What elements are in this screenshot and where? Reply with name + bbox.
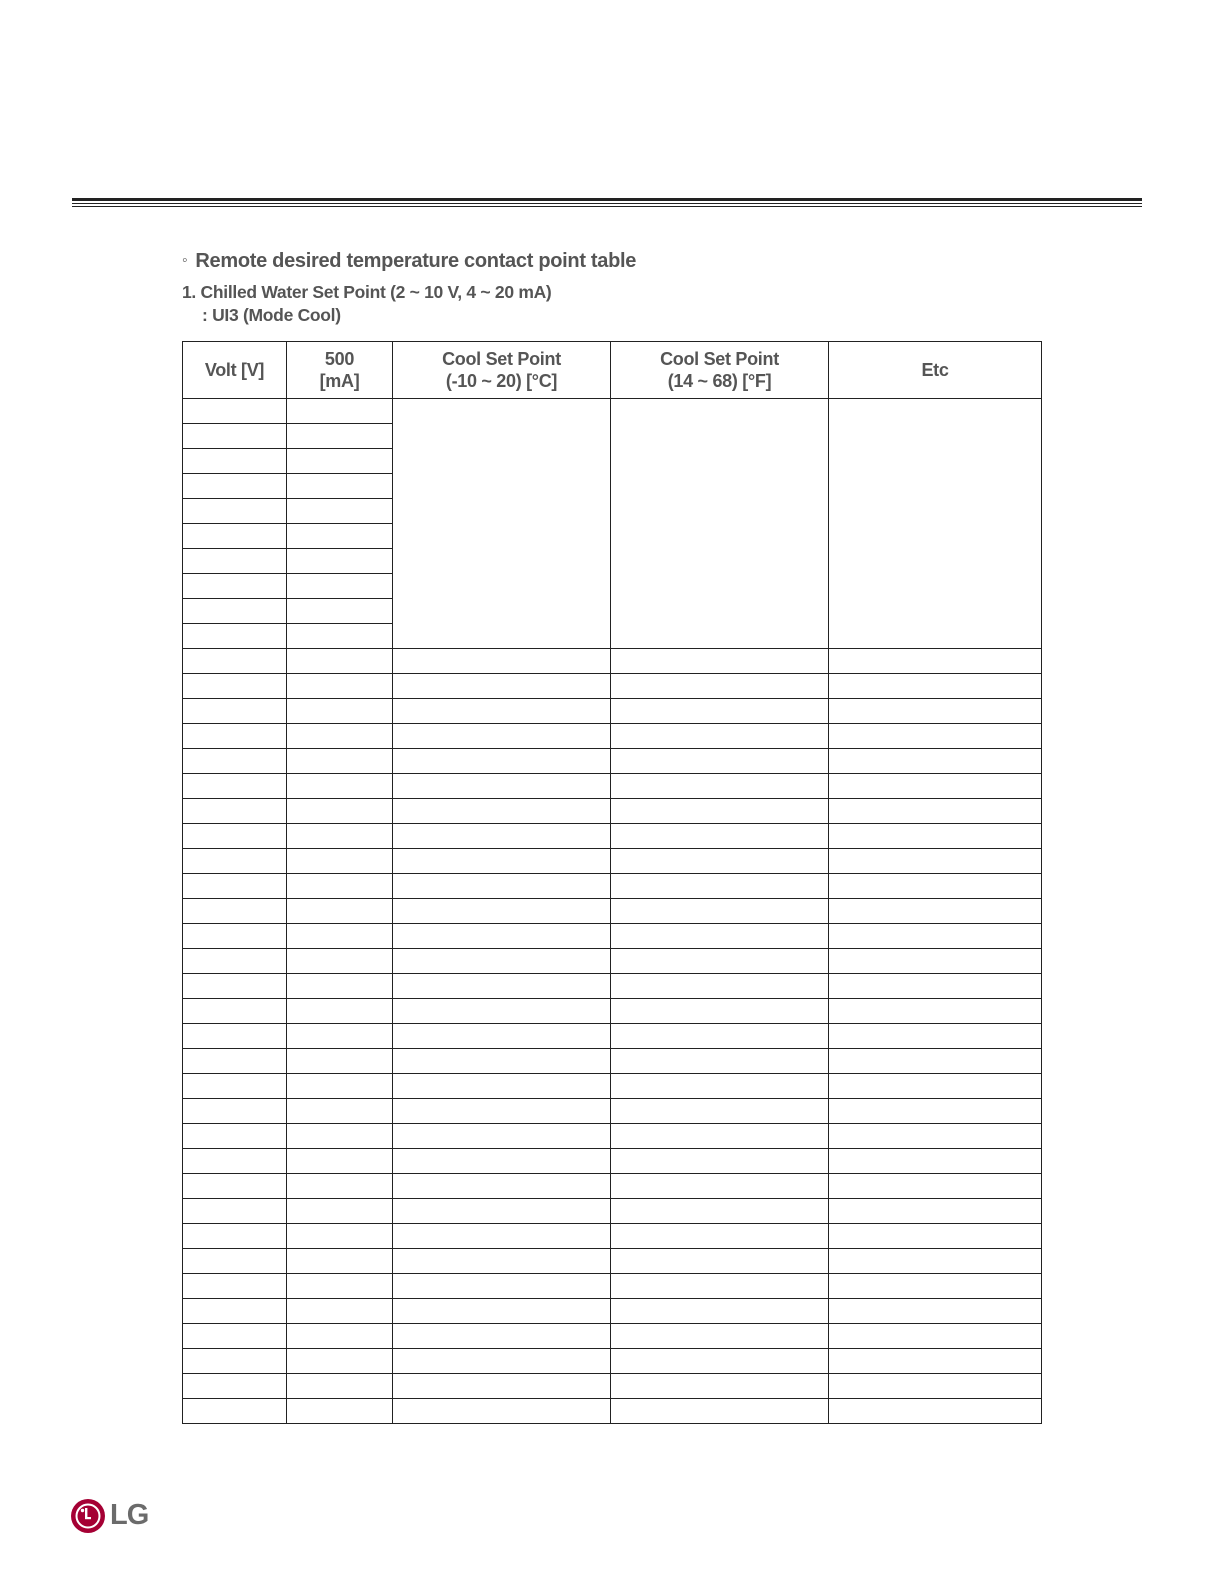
current-cell: [287, 599, 393, 624]
cool-fahrenheit-cell: [611, 899, 829, 924]
current-cell: [287, 1274, 393, 1299]
volt-cell: [183, 824, 287, 849]
cool-celsius-merged-cell: [393, 399, 611, 649]
volt-cell: [183, 999, 287, 1024]
etc-cell: [829, 699, 1042, 724]
cool-celsius-cell: [393, 849, 611, 874]
table-header-row: [183, 342, 1042, 399]
table-row: [183, 924, 1042, 949]
current-cell: [287, 924, 393, 949]
table-row: [183, 1274, 1042, 1299]
cool-fahrenheit-merged-cell: [611, 399, 829, 649]
etc-cell: [829, 1399, 1042, 1424]
current-cell: [287, 624, 393, 649]
current-cell: [287, 749, 393, 774]
volt-cell: [183, 1349, 287, 1374]
cool-fahrenheit-cell: [611, 1299, 829, 1324]
cool-fahrenheit-cell: [611, 1024, 829, 1049]
current-cell: [287, 774, 393, 799]
cool-celsius-cell: [393, 1299, 611, 1324]
header-rule-thick: [72, 198, 1142, 201]
volt-cell: [183, 1099, 287, 1124]
cool-celsius-cell: [393, 699, 611, 724]
cool-celsius-cell: [393, 774, 611, 799]
cool-fahrenheit-cell: [611, 1149, 829, 1174]
table-row: [183, 874, 1042, 899]
current-cell: [287, 1099, 393, 1124]
table-row: [183, 1249, 1042, 1274]
lg-logo-text: LG: [110, 1499, 149, 1531]
current-cell: [287, 424, 393, 449]
volt-cell: [183, 1024, 287, 1049]
volt-cell: [183, 1324, 287, 1349]
cool-celsius-cell: [393, 1174, 611, 1199]
subsection-heading: 1. Chilled Water Set Point (2 ~ 10 V, 4 ~ 20 mA): [182, 282, 552, 302]
volt-cell: [183, 1299, 287, 1324]
current-cell: [287, 899, 393, 924]
volt-cell: [183, 449, 287, 474]
header-cool-celsius: [393, 342, 611, 399]
cool-fahrenheit-cell: [611, 1049, 829, 1074]
volt-cell: [183, 399, 287, 424]
current-cell: [287, 1199, 393, 1224]
header-current-line2: [mA]: [319, 371, 360, 391]
cool-fahrenheit-cell: [611, 849, 829, 874]
cool-celsius-cell: [393, 749, 611, 774]
table-row: [183, 949, 1042, 974]
header-current-line1: 500: [324, 349, 355, 369]
table-row: [183, 1374, 1042, 1399]
current-cell: [287, 1224, 393, 1249]
current-cell: [287, 649, 393, 674]
cool-fahrenheit-cell: [611, 1099, 829, 1124]
lg-logo: [70, 1498, 160, 1536]
cool-fahrenheit-cell: [611, 649, 829, 674]
header-cool-celsius-line1: Cool Set Point: [442, 349, 561, 369]
cool-celsius-cell: [393, 1099, 611, 1124]
cool-fahrenheit-cell: [611, 799, 829, 824]
etc-cell: [829, 1074, 1042, 1099]
cool-fahrenheit-cell: [611, 824, 829, 849]
header-cool-fahrenheit: [611, 342, 829, 399]
cool-celsius-cell: [393, 724, 611, 749]
current-cell: [287, 1399, 393, 1424]
etc-cell: [829, 649, 1042, 674]
etc-cell: [829, 1124, 1042, 1149]
etc-cell: [829, 849, 1042, 874]
cool-fahrenheit-cell: [611, 1074, 829, 1099]
current-cell: [287, 1149, 393, 1174]
volt-cell: [183, 499, 287, 524]
cool-fahrenheit-cell: [611, 949, 829, 974]
table-row: [183, 1224, 1042, 1249]
table-row: [183, 1199, 1042, 1224]
header-cool-celsius-line2: (-10 ~ 20) [°C]: [445, 371, 558, 391]
current-cell: [287, 724, 393, 749]
cool-fahrenheit-cell: [611, 1124, 829, 1149]
cool-fahrenheit-cell: [611, 924, 829, 949]
current-cell: [287, 1349, 393, 1374]
cool-celsius-cell: [393, 1199, 611, 1224]
table-row: [183, 999, 1042, 1024]
current-cell: [287, 799, 393, 824]
etc-cell: [829, 824, 1042, 849]
volt-cell: [183, 649, 287, 674]
table-row: [183, 1099, 1042, 1124]
cool-fahrenheit-cell: [611, 1349, 829, 1374]
header-volt: Volt [V]: [183, 342, 287, 399]
cool-celsius-cell: [393, 1374, 611, 1399]
volt-cell: [183, 1274, 287, 1299]
volt-cell: [183, 599, 287, 624]
volt-cell: [183, 724, 287, 749]
volt-cell: [183, 674, 287, 699]
table-row: [183, 749, 1042, 774]
cool-celsius-cell: [393, 1049, 611, 1074]
volt-cell: [183, 424, 287, 449]
etc-cell: [829, 899, 1042, 924]
table-row: [183, 1149, 1042, 1174]
etc-cell: [829, 1224, 1042, 1249]
volt-cell: [183, 1149, 287, 1174]
table-row: [183, 1349, 1042, 1374]
cool-celsius-cell: [393, 974, 611, 999]
header-etc: Etc: [829, 342, 1042, 399]
etc-cell: [829, 1049, 1042, 1074]
table-row: [183, 1024, 1042, 1049]
cool-celsius-cell: [393, 999, 611, 1024]
table-row: [183, 674, 1042, 699]
current-cell: [287, 974, 393, 999]
cool-celsius-cell: [393, 1074, 611, 1099]
current-cell: [287, 699, 393, 724]
etc-cell: [829, 949, 1042, 974]
volt-cell: [183, 974, 287, 999]
etc-cell: [829, 874, 1042, 899]
current-cell: [287, 399, 393, 424]
table-row: [183, 824, 1042, 849]
table-body: [183, 399, 1042, 1424]
volt-cell: [183, 624, 287, 649]
current-cell: [287, 1374, 393, 1399]
cool-fahrenheit-cell: [611, 674, 829, 699]
cool-celsius-cell: [393, 824, 611, 849]
table-row: [183, 1174, 1042, 1199]
current-cell: [287, 1024, 393, 1049]
current-cell: [287, 674, 393, 699]
cool-fahrenheit-cell: [611, 1374, 829, 1399]
current-cell: [287, 524, 393, 549]
etc-cell: [829, 999, 1042, 1024]
cool-celsius-cell: [393, 1399, 611, 1424]
bullet-icon: ◦: [182, 252, 188, 269]
current-cell: [287, 1299, 393, 1324]
current-cell: [287, 949, 393, 974]
header-rule-thin-2: [72, 206, 1142, 207]
etc-merged-cell: [829, 399, 1042, 649]
current-cell: [287, 1074, 393, 1099]
header-current: [287, 342, 393, 399]
volt-cell: [183, 749, 287, 774]
table-row: [183, 649, 1042, 674]
cool-celsius-cell: [393, 1224, 611, 1249]
table-row: [183, 724, 1042, 749]
cool-celsius-cell: [393, 924, 611, 949]
etc-cell: [829, 749, 1042, 774]
current-cell: [287, 499, 393, 524]
current-cell: [287, 1174, 393, 1199]
cool-celsius-cell: [393, 949, 611, 974]
volt-cell: [183, 799, 287, 824]
table-row: [183, 899, 1042, 924]
section-heading: [182, 250, 636, 273]
contact-point-table: [182, 341, 1042, 1424]
cool-celsius-cell: [393, 674, 611, 699]
volt-cell: [183, 1224, 287, 1249]
cool-fahrenheit-cell: [611, 724, 829, 749]
cool-celsius-cell: [393, 1349, 611, 1374]
etc-cell: [829, 1099, 1042, 1124]
etc-cell: [829, 724, 1042, 749]
cool-celsius-cell: [393, 874, 611, 899]
volt-cell: [183, 1249, 287, 1274]
current-cell: [287, 1324, 393, 1349]
table-row: [183, 1399, 1042, 1424]
cool-celsius-cell: [393, 799, 611, 824]
cool-celsius-cell: [393, 1249, 611, 1274]
current-cell: [287, 1124, 393, 1149]
etc-cell: [829, 1299, 1042, 1324]
volt-cell: [183, 699, 287, 724]
cool-celsius-cell: [393, 1324, 611, 1349]
cool-fahrenheit-cell: [611, 699, 829, 724]
etc-cell: [829, 1324, 1042, 1349]
etc-cell: [829, 1274, 1042, 1299]
cool-celsius-cell: [393, 1024, 611, 1049]
header-cool-fahrenheit-line1: Cool Set Point: [660, 349, 779, 369]
cool-fahrenheit-cell: [611, 1174, 829, 1199]
cool-celsius-cell: [393, 649, 611, 674]
cool-fahrenheit-cell: [611, 874, 829, 899]
volt-cell: [183, 1049, 287, 1074]
mode-note: : UI3 (Mode Cool): [202, 305, 341, 325]
etc-cell: [829, 1349, 1042, 1374]
cool-celsius-cell: [393, 1274, 611, 1299]
etc-cell: [829, 1374, 1042, 1399]
table-row: [183, 799, 1042, 824]
volt-cell: [183, 574, 287, 599]
table-row: [183, 1299, 1042, 1324]
etc-cell: [829, 1249, 1042, 1274]
volt-cell: [183, 949, 287, 974]
cool-fahrenheit-cell: [611, 749, 829, 774]
cool-celsius-cell: [393, 1149, 611, 1174]
table-row: [183, 1124, 1042, 1149]
volt-cell: [183, 899, 287, 924]
cool-fahrenheit-cell: [611, 1274, 829, 1299]
etc-cell: [829, 1149, 1042, 1174]
cool-celsius-cell: [393, 1124, 611, 1149]
etc-cell: [829, 674, 1042, 699]
current-cell: [287, 824, 393, 849]
lg-face-icon: [70, 1498, 106, 1534]
current-cell: [287, 1249, 393, 1274]
current-cell: [287, 999, 393, 1024]
section-heading-text: Remote desired temperature contact point table: [195, 250, 637, 272]
current-cell: [287, 449, 393, 474]
etc-cell: [829, 799, 1042, 824]
table-row: [183, 974, 1042, 999]
volt-cell: [183, 1399, 287, 1424]
cool-fahrenheit-cell: [611, 1399, 829, 1424]
cool-fahrenheit-cell: [611, 774, 829, 799]
header-cool-fahrenheit-line2: (14 ~ 68) [°F]: [667, 371, 772, 391]
volt-cell: [183, 1074, 287, 1099]
etc-cell: [829, 1024, 1042, 1049]
volt-cell: [183, 1174, 287, 1199]
volt-cell: [183, 1199, 287, 1224]
header-rule-thin: [72, 203, 1142, 204]
table-row: [183, 699, 1042, 724]
table-row: [183, 849, 1042, 874]
cool-fahrenheit-cell: [611, 974, 829, 999]
cool-fahrenheit-cell: [611, 1199, 829, 1224]
etc-cell: [829, 774, 1042, 799]
table-row: [183, 774, 1042, 799]
volt-cell: [183, 849, 287, 874]
table-row: [183, 1324, 1042, 1349]
etc-cell: [829, 974, 1042, 999]
volt-cell: [183, 774, 287, 799]
current-cell: [287, 1049, 393, 1074]
etc-cell: [829, 924, 1042, 949]
cool-fahrenheit-cell: [611, 1324, 829, 1349]
etc-cell: [829, 1174, 1042, 1199]
volt-cell: [183, 874, 287, 899]
cool-fahrenheit-cell: [611, 1249, 829, 1274]
etc-cell: [829, 1199, 1042, 1224]
volt-cell: [183, 1124, 287, 1149]
cool-celsius-cell: [393, 899, 611, 924]
volt-cell: [183, 1374, 287, 1399]
table-row: [183, 399, 1042, 424]
current-cell: [287, 549, 393, 574]
volt-cell: [183, 549, 287, 574]
current-cell: [287, 574, 393, 599]
table-row: [183, 1049, 1042, 1074]
table-row: [183, 1074, 1042, 1099]
volt-cell: [183, 524, 287, 549]
cool-fahrenheit-cell: [611, 1224, 829, 1249]
volt-cell: [183, 474, 287, 499]
current-cell: [287, 474, 393, 499]
current-cell: [287, 849, 393, 874]
volt-cell: [183, 924, 287, 949]
current-cell: [287, 874, 393, 899]
cool-fahrenheit-cell: [611, 999, 829, 1024]
